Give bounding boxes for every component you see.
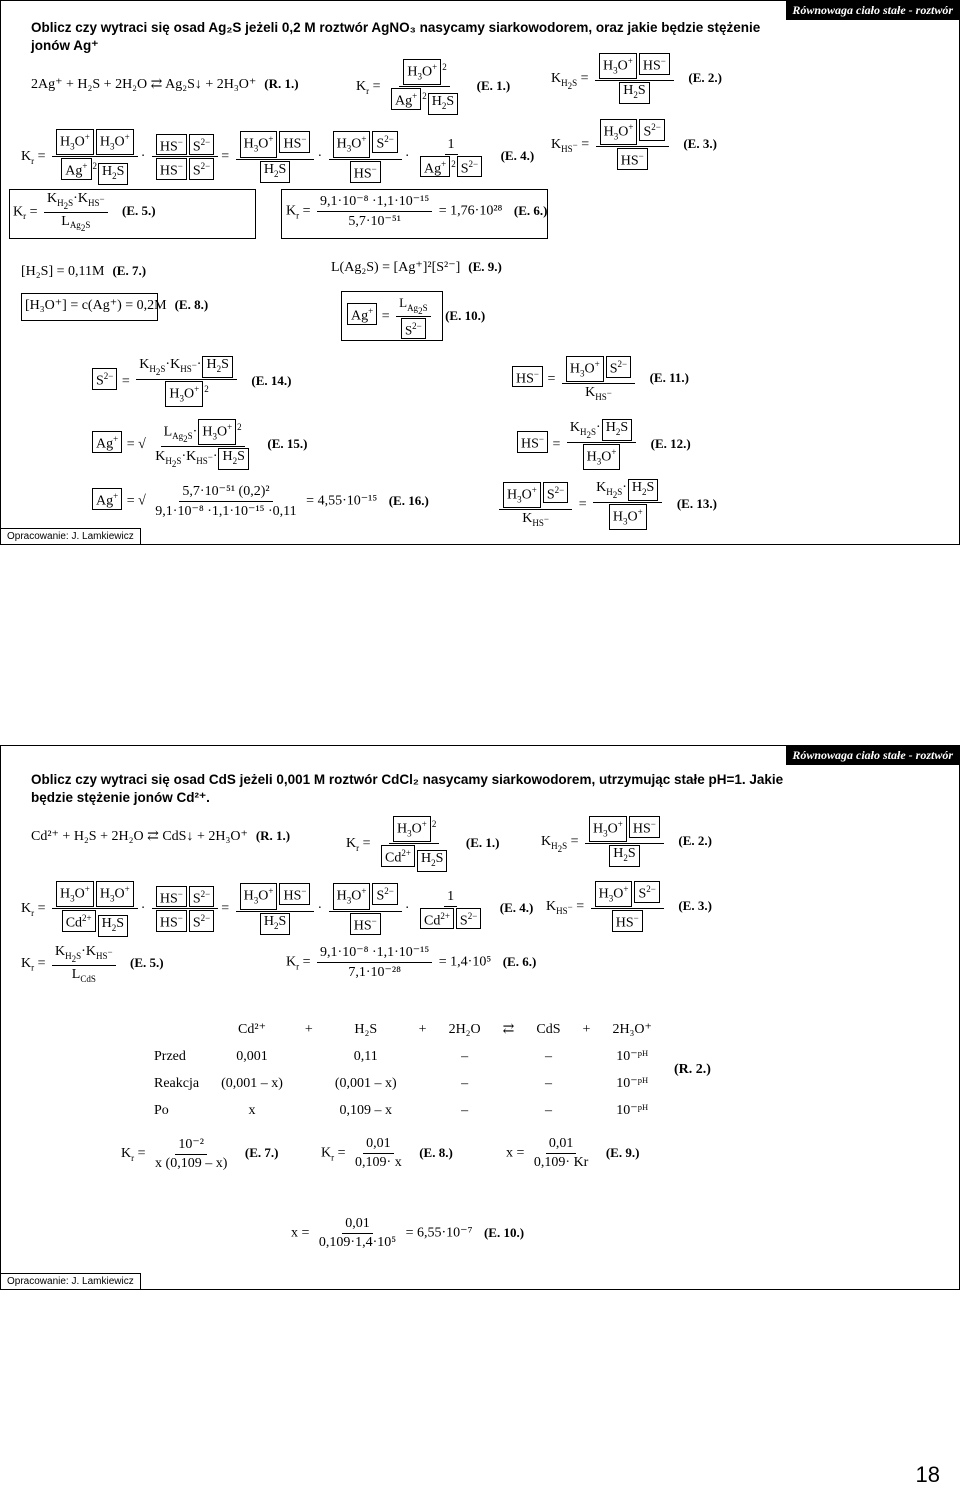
s1-eq-14: $S^{2-}$ = $\frac{K_{H_2S}\cdot K_{HS^-}\cdot H_2S}{H_3O^+ ^2}$ (E. 14.) (91, 356, 291, 407)
slide-2-header-tag: Równowaga ciało stałe - roztwór (786, 746, 959, 765)
s1-eq-5: $K_r$ = $\frac{K_{H_2S}\cdot K_{HS^-}}{L_{Ag_2S}}$ (E. 5.) (13, 191, 156, 234)
table-cell: 0,001 (236, 1048, 268, 1064)
s1-eq-8: [H₃O⁺] = c(Ag⁺) = 0,2M (E. 8.) (25, 297, 209, 313)
table-cell: 10⁻ᵖᴴ (616, 1049, 649, 1064)
table-cell: + (304, 1021, 313, 1037)
table-cell (144, 1017, 209, 1042)
table-cell: 2H₂O (448, 1021, 481, 1037)
slide-1-header-tag: Równowaga ciało stałe - roztwór (786, 1, 959, 20)
s2-eq-4: $K_r$ = $\frac{H_3O^+ H_3O^+}{Cd^{2+} H_2S}$ · $\frac{HS^- S^{2-}}{HS^- S^{2-}}$ = $\frac{H_3O^+ HS^-}{H_2S}$ · $\frac{H_3O^+ S^{2-}}{HS^-}$ · $\frac{1}{Cd^{2+} S^{2-}}$ (E. 4.) (21, 881, 533, 937)
s1-eq-9: L(Ag₂S) = [Ag⁺]²[S²⁻] (E. 9.) (331, 259, 502, 275)
s1-eq-6: $K_r$ = $\frac{\text{9,1·10⁻⁸ ·1,1·10⁻¹⁵}}{\text{5,7·10⁻⁵¹}}$ = 1,76·10²⁸ (E. 6.) (286, 194, 548, 229)
table-tag: (R. 2.) (673, 1062, 711, 1077)
table-cell: 0,109 – x (339, 1102, 392, 1118)
table-cell: ⇄ (502, 1022, 515, 1037)
table-row (144, 1098, 721, 1123)
table-cell (493, 1071, 525, 1096)
table-cell (409, 1044, 437, 1069)
slide-1-title: Oblicz czy wytraci się osad Ag₂S jeżeli 0,2 M roztwór AgNO₃ nasycamy siarkowodorem, oraz jakie będzie stężenie jonów Ag⁺ (31, 20, 761, 53)
table-cell (295, 1071, 323, 1096)
table-cell: + (582, 1021, 591, 1037)
s2-eq-9: x = $\frac{0,01}{0,109\cdot Kr}$ (E. 9.) (506, 1136, 640, 1170)
s1-eq-10: Ag+ = $\frac{L_{Ag_2S}}{S^{2-}}$ (E. 10.) (346, 295, 485, 339)
s2-reaction: Cd²⁺ + H₂S + 2H₂O ⇄ CdS↓ + 2H₃O⁺ (R. 1.) (31, 828, 291, 844)
table-cell: 2H₃O⁺ (612, 1022, 652, 1037)
page-number: 18 (915, 1462, 940, 1487)
s1-eq-2: $K_{H_2S}$ = $\frac{H_3O^+ HS^-}{H_2S}$ (E. 2.) (551, 53, 722, 104)
table-cell: + (418, 1021, 427, 1037)
s1-eq-4: $K_r$ = $\frac{H_3O^+ H_3O^+}{Ag^+ ^2 H_2S}$ · $\frac{HS^- S^{2-}}{HS^- S^{2-}}$ = $\frac{H_3O^+ HS^-}{H_2S}$ · $\frac{H_3O^+ S^{2-}}{HS^-}$ · $\frac{1}{Ag^+ ^2 S^{2-}}$ (E. 4.) (21, 129, 534, 185)
table-cell: – (544, 1048, 552, 1064)
s2-eq-8: $K_r$ = $\frac{0,01}{0,109\cdot x}$ (E. 8.) (321, 1136, 453, 1170)
slide-2-footer: Opracowanie: J. Lamkiewicz (1, 1273, 141, 1289)
s2-eq-3: $K_{HS^-}$ = $\frac{H_3O^+ S^{2-}}{HS^-}$ (E. 3.) (546, 881, 712, 932)
table-cell: (0,001 – x) (221, 1075, 283, 1091)
s2-eq-6: $K_r$ = $\frac{\text{9,1·10⁻⁸ ·1,1·10⁻¹⁵}}{\text{7,1·10⁻²⁸}}$ = 1,4·10⁵ (E. 6.) (286, 945, 537, 980)
table-cell: x (248, 1102, 256, 1118)
table-cell: Cd²⁺ (238, 1022, 266, 1037)
table-cell: 0,11 (353, 1048, 378, 1064)
s1-eq-15: Ag+ = √ $\frac{L_{Ag_2S}\cdot H_3O^+ ^2}{K_{H_2S}\cdot K_{HS^-}\cdot H_2S}$ (E. 15.) (91, 419, 308, 470)
s1-eq-7: [H₂S] = 0,11M (E. 7.) (21, 263, 147, 279)
table-cell (573, 1044, 601, 1069)
table-cell: – (544, 1102, 552, 1118)
table-cell (295, 1044, 323, 1069)
s2-eq-2: $K_{H_2S}$ = $\frac{H_3O^+ HS^-}{H_2S}$ (E. 2.) (541, 816, 712, 867)
table-header-row (144, 1017, 721, 1042)
s2-eq-1: $K_r$ = $\frac{H_3O^+ ^2}{Cd^{2+} H_2S}$ (E. 1.) (346, 816, 499, 872)
s2-eq-10: x = $\frac{0,01}{\text{0,109·1,4·10⁵}}$ = 6,55·10⁻⁷ (E. 10.) (291, 1216, 525, 1250)
s1-eq-13: $\frac{H_3O^+ S^{2-}}{K_{HS^-}}$ = $\frac{K_{H_2S}\cdot H_2S}{H_3O^+}$ (E. 13.) (496, 479, 717, 530)
s2-eq-7: $K_r$ = $\frac{\text{10⁻²}}{x (0,109 - x)}$ (E. 7.) (121, 1137, 279, 1171)
s2-eq-5: $K_r$ = $\frac{K_{H_2S}\cdot K_{HS^-}}{L_{CdS}}$ (E. 5.) (21, 944, 164, 984)
table-cell: – (544, 1075, 552, 1091)
s1-eq-12: HS− = $\frac{K_{H_2S}\cdot H_2S}{H_3O^+}$ (E. 12.) (516, 419, 691, 470)
table-cell: Przed (154, 1048, 186, 1064)
table-cell: H₂S (354, 1021, 378, 1037)
slide-1 (0, 0, 960, 545)
table-row (144, 1044, 721, 1069)
table-cell (493, 1044, 525, 1069)
table-cell: – (461, 1048, 469, 1064)
table-cell (493, 1098, 525, 1123)
s1-eq-11: HS− = $\frac{H_3O^+ S^{2-}}{K_{HS^-}}$ (E. 11.) (511, 356, 689, 402)
s1-eq-16: Ag+ = √ $\frac{\text{5,7·10⁻⁵¹ (0,2)²}}{\text{9,1·10⁻⁸ ·1,1·10⁻¹⁵ ·0,11}}$ = 4,55·10⁻¹⁵ (E. 16.) (91, 483, 429, 520)
table-cell: – (461, 1075, 469, 1091)
s2-ice-table (142, 1015, 723, 1125)
s1-eq-1: $K_r$ = $\frac{H_3O^+ ^2}{Ag^+ ^2 H_2S}$ (E. 1.) (356, 59, 510, 115)
table-row (144, 1071, 721, 1096)
table-cell: CdS (536, 1021, 561, 1037)
s1-reaction: 2Ag⁺ + H₂S + 2H₂O ⇄ Ag₂S↓ + 2H₃O⁺ (R. 1.) (31, 76, 299, 92)
table-cell: 10⁻ᵖᴴ (616, 1076, 649, 1091)
table-cell (409, 1071, 437, 1096)
table-cell (573, 1098, 601, 1123)
s1-eq-3: $K_{HS^-}$ = $\frac{H_3O^+ S^{2-}}{HS^-}$ (E. 3.) (551, 119, 717, 170)
table-cell: Po (154, 1102, 169, 1118)
table-cell (295, 1098, 323, 1123)
table-cell: – (461, 1102, 469, 1118)
table-cell (409, 1098, 437, 1123)
slide-2-title: Oblicz czy wytraci się osad CdS jeżeli 0,001 M roztwór CdCl₂ nasycamy siarkowodorem, utrzymując stałe pH=1. Jakie będzie stężenie jonów Cd²⁺. (31, 772, 784, 805)
table-cell: Reakcja (154, 1075, 200, 1091)
table-cell: (0,001 – x) (334, 1075, 397, 1091)
slide-1-footer: Opracowanie: J. Lamkiewicz (1, 528, 141, 544)
table-cell (573, 1071, 601, 1096)
table-cell: 10⁻ᵖᴴ (616, 1103, 649, 1118)
